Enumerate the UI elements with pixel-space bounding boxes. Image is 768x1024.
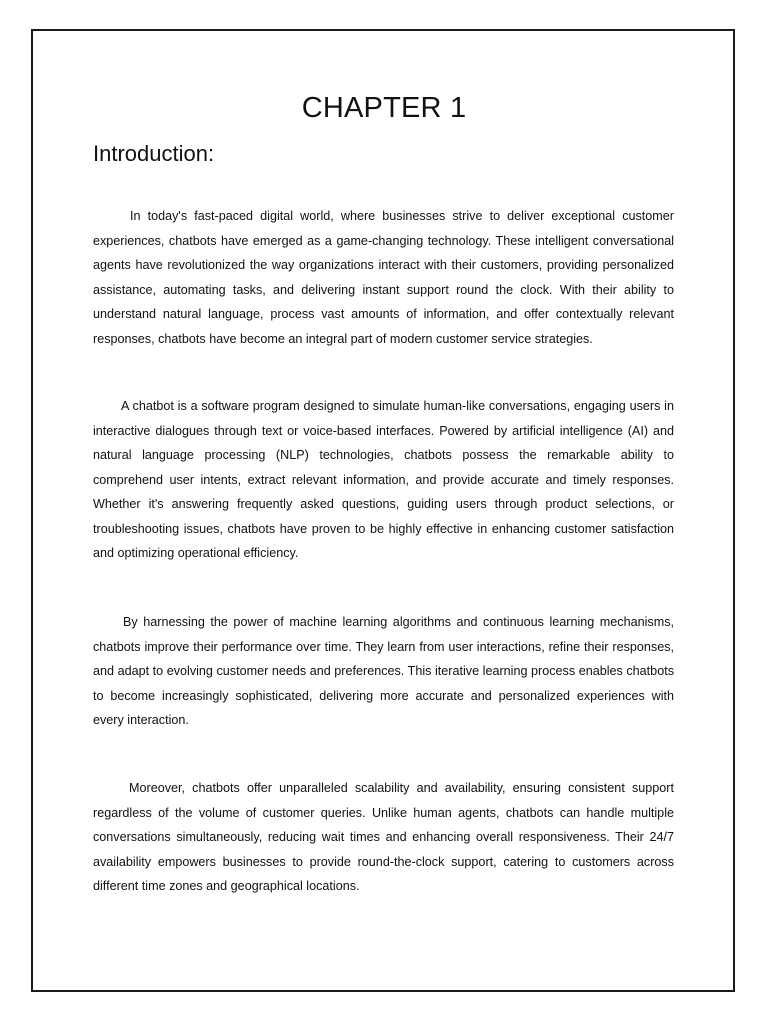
- paragraph-1: In today's fast-paced digital world, where businesses strive to deliver exceptional customer experiences, chatbots have emerged as a game-changing technology. These intelligent conversational agents have revolutionized the way organizations interact with their customers, providing personalized assistance, automating tasks, and delivering instant support round the clock. With their ability to understand natural language, process vast amounts of information, and offer contextually relevant responses, chatbots have become an integral part of modern customer service strategies.: [93, 209, 674, 346]
- section-heading: Introduction:: [93, 141, 215, 166]
- paragraph-2: A chatbot is a software program designed to simulate human-like conversations, engaging users in interactive dialogues through text or voice-based interfaces. Powered by artificial intelligence (AI) and natural language processing (NLP) technologies, chatbots possess the remarkable ability to comprehend user intents, extract relevant information, and provide accurate and timely responses. Whether it's answering frequently asked questions, guiding users through product selections, or troubleshooting issues, chatbots have proven to be highly effective in enhancing customer satisfaction and optimizing operational efficiency.: [93, 399, 674, 560]
- chapter-title: CHAPTER 1: [301, 92, 467, 124]
- paragraph-4: Moreover, chatbots offer unparalleled scalability and availability, ensuring consistent support regardless of the volume of customer queries. Unlike human agents, chatbots can handle multiple conversations simultaneously, reducing wait times and enhancing overall responsiveness. Their 24/7 availability empowers businesses to provide round-the-clock support, catering to customers across different time zones and geographical locations.: [93, 781, 674, 893]
- paragraph-3: By harnessing the power of machine learning algorithms and continuous learning mechanisms, chatbots improve their performance over time. They learn from user interactions, refine their responses, and adapt to evolving customer needs and preferences. This iterative learning process enables chatbots to become increasingly sophisticated, delivering more accurate and personalized experiences with every interaction.: [93, 615, 674, 727]
